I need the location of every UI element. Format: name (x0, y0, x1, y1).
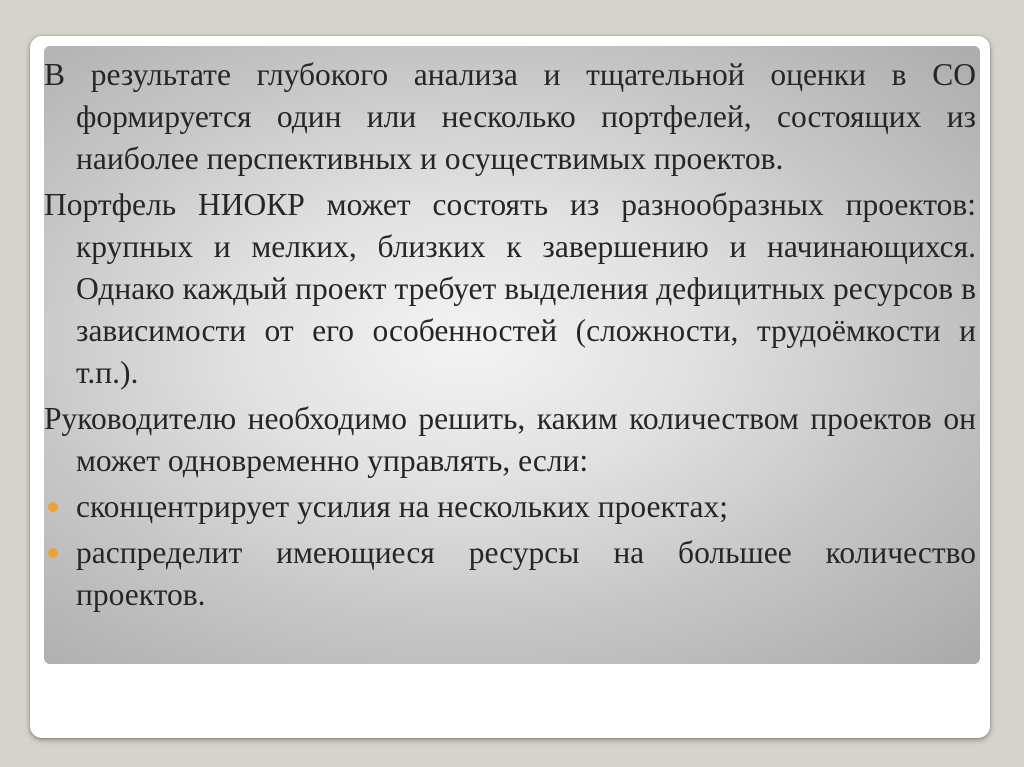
bullet-dot-icon (48, 502, 58, 512)
paragraph-portfolio-formation: В результате глубокого анализа и тщательной оценки в СО формируется один или несколько портфелей, состоящих из наиболее перспективных и осуществимых проектов. (44, 57, 976, 176)
paragraph-manager-decision: Руководителю необходимо решить, каким количеством проектов он может одновременно управлять, если: (44, 401, 976, 478)
bullet-text: распределит имеющиеся ресурсы на большее количество проектов. (76, 535, 976, 612)
paragraph-rnd-portfolio: Портфель НИОКР может состоять из разнообразных проектов: крупных и мелких, близких к завершению и начинающихся. Однако каждый проект требует выделения дефицитных ресурсов в зависимости от его особенностей (сложности, трудоёмкости и т.п.). (44, 187, 976, 390)
bullet-item-distribute (44, 532, 976, 616)
bullet-item-concentrate (44, 486, 976, 528)
slide-text (44, 54, 976, 620)
bullet-dot-icon (48, 548, 58, 558)
bullet-text: сконцентрирует усилия на нескольких проектах; (76, 489, 729, 524)
